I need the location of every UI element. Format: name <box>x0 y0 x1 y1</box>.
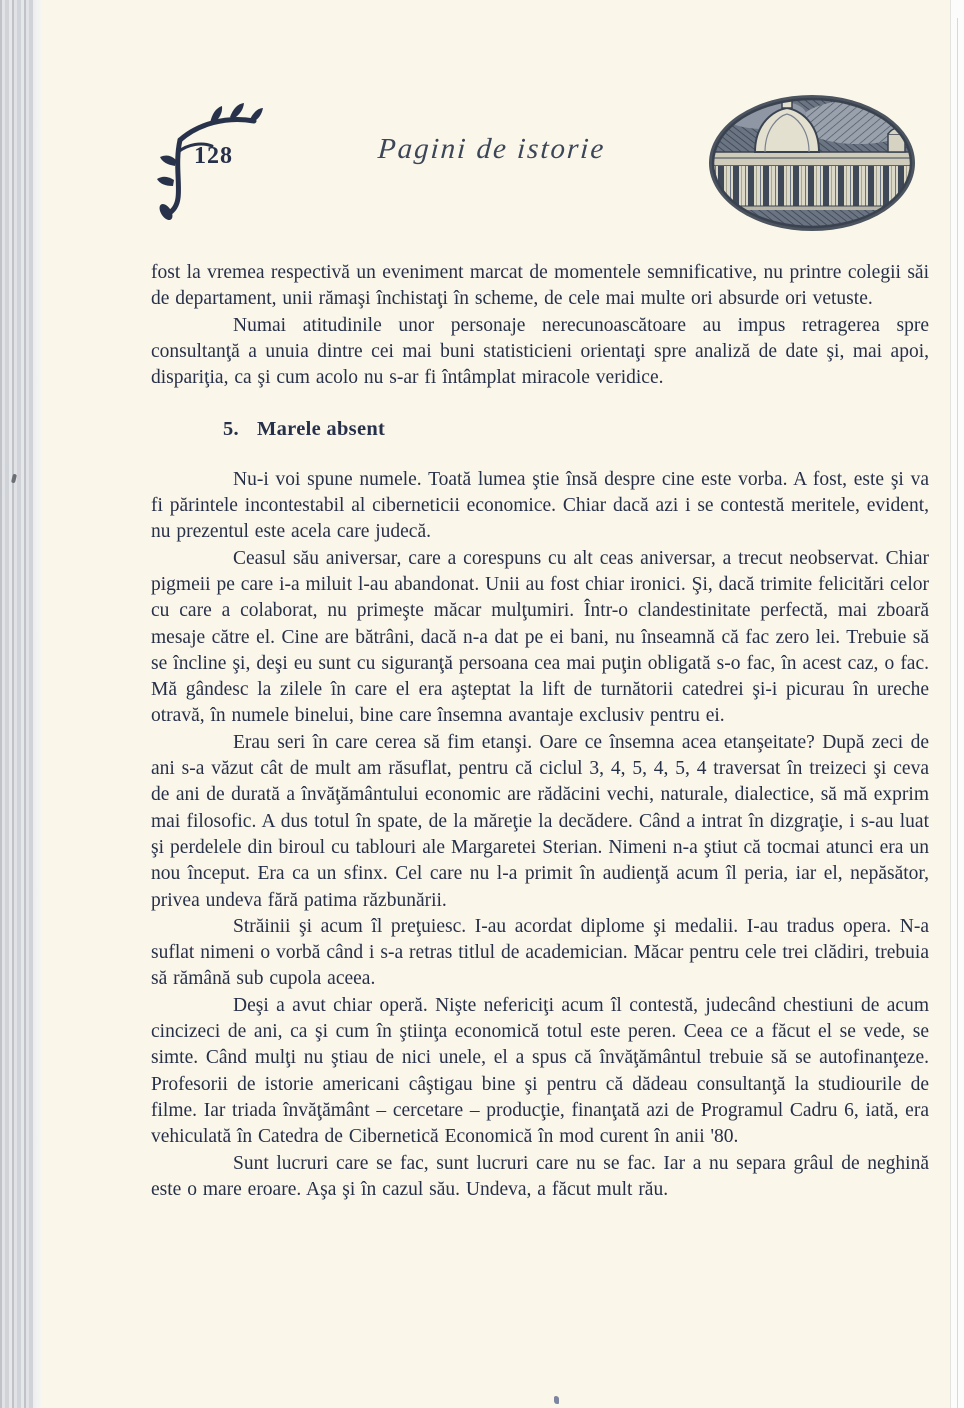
body-text <box>151 260 929 1203</box>
page-edge-line <box>957 18 958 1408</box>
running-title: Pagini de istorie <box>376 133 607 165</box>
paragraph: Ceasul său aniversar, care a corespuns cu alt ceas aniversar, a trecut neobservat. Chiar pigmeii pe care i-a miluit l-au abandonat. Unii au fost chiar ironici. Şi, dacă trimite felicitări celor cu care a colaborat, nu primeşte măcar mulţumiri. Într-o clandestinitate perfectă, mai zboară mesaje către el. Cine are bătrâni, dacă n-a dat pe ei bani, nu înseamnă că fac zero lei. Trebuie să se încline şi, deşi eu sunt cu siguranţă persoana cea mai puţin obligată s-o fac, în acest caz, o fac. Mă gândesc la zilele în care el era aşteptat la lift de turnătorii catedrei şi-i picurau în ureche otravă, în numele binelui, bine care însemna avantaje exclusiv pentru ei. <box>151 547 929 727</box>
paragraph: Străinii şi acum îl preţuiesc. I-au acordat diplome şi medalii. I-au tradus opera. N-a suflat nimeni o vorbă când i s-a retras titlul de academician. Măcar pentru cele trei clădiri, trebuia să rămână sub cupola aceea. <box>151 915 929 990</box>
scan-top-border <box>0 0 951 13</box>
section-number: 5. <box>223 418 239 441</box>
page <box>42 0 950 1408</box>
building-vignette-icon <box>706 92 918 234</box>
page-edge-gap <box>33 0 42 1408</box>
paragraph: Erau seri în care cerea să fim etanşi. Oare ce însemna acea etanşeitate? După zeci de ani s-a văzut cât de mult am răsuflat, pentru că ciclul 3, 4, 5, 4, 5, 4 traversat în treizeci şi ceva de ani de durată a învăţământului economic are rădăcini vechi, naturale, dialectice, să mă exprim mai filosofic. A dus totul în spate, de la măreţie la decădere. Când a intrat în dizgraţie, i s-au luat şi perdelele din biroul cu tablouri ale Margaretei Sterian. Nimeni n-a ştiut că tocmai atunci era un nou început. Era ca un sfinx. Cel care nu l-a primit în audienţă acum îl peria, iar el, nepăsător, privea undeva fără patima răzbunării. <box>151 731 929 911</box>
book-page-edge-strip <box>0 0 33 1408</box>
paragraph: Numai atitudinile unor personaje nerecunoascătoare au impus retragerea spre consultanţă a unuia dintre cei mai buni statisticieni orientaţi spre analiză de date şi, mai apoi, dispariţia, ca şi cum acolo nu s-ar fi întâmplat miracole veridice. <box>151 314 929 389</box>
section-heading <box>223 416 929 442</box>
section-title: Marele absent <box>256 418 386 441</box>
scan-speck <box>554 1396 559 1404</box>
paragraph: Sunt lucruri care se fac, sunt lucruri care nu se fac. Iar a nu separa grâul de neghină este o mare eroare. Aşa şi în cazul său. Undeva, a făcut mult rău. <box>151 1152 929 1200</box>
paragraph: fost la vremea respectivă un eveniment marcat de momentele semnificative, nu printre colegii săi de departament, unii rămaşi închistaţi în scheme, de cele mai multe ori absurde ori vetuste. <box>151 262 929 310</box>
paragraph: Nu-i voi spune numele. Toată lumea ştie însă despre cine este vorba. A fost, este şi va fi părintele incontestabil al ciberneticii economice. Chiar dacă azi i se contestă meritele, evident, nu prezentul este acela care judecă. <box>151 468 929 543</box>
scan-right-strip <box>950 0 964 1408</box>
page-number: 128 <box>194 143 233 169</box>
paragraph: Deşi a avut chiar operă. Nişte nefericiţi acum îl contestă, judecând chestiuni de acum cincizeci de ani, ca şi cum în ştiinţa economică totul este peren. Ceea ce a făcut el se vede, se simte. Când mulţi nu ştiau de nici unele, el a spus că învăţământul trebuie să se autofinanţeze. Profesorii de istorie americani câştigau bine şi pentru că dădeau consultanţă la studiourile de filme. Iar triada învăţământ – cercetare – producţie, finanţată azi de Programul Cadru 6, iată, era vehiculată în Catedra de Cibernetică Economică în mod curent în anii '80. <box>151 994 929 1148</box>
